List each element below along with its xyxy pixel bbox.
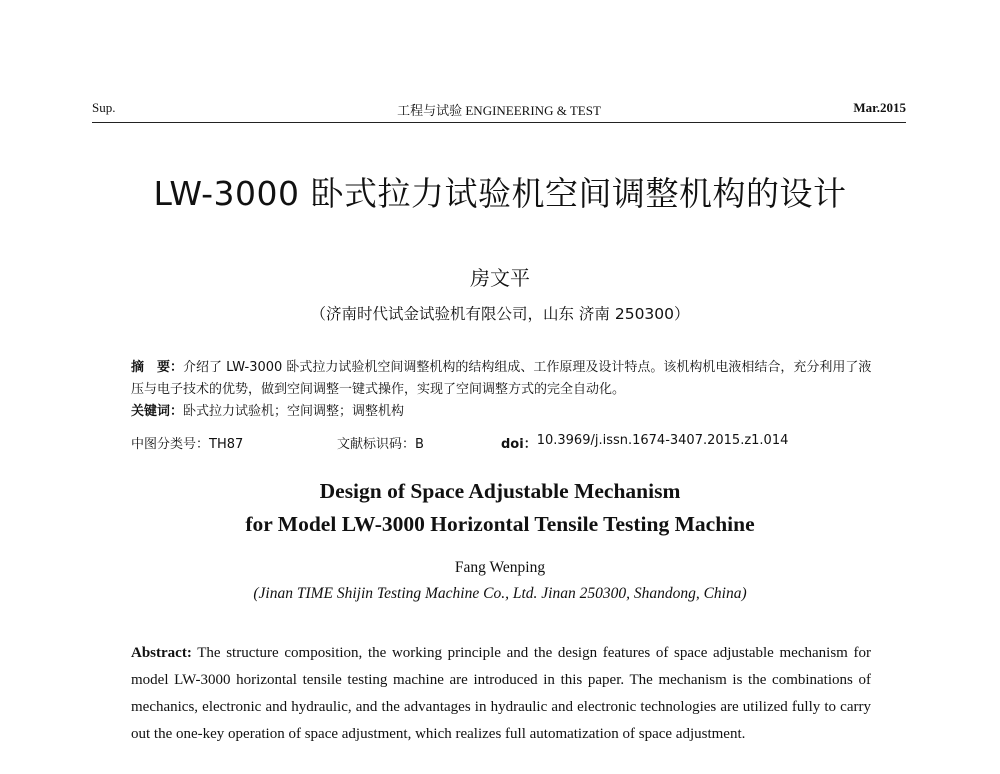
running-header bbox=[92, 98, 906, 123]
chinese-title: LW-3000 卧式拉力试验机空间调整机构的设计 bbox=[153, 174, 847, 213]
english-title-line-2: for Model LW-3000 Horizontal Tensile Testing Machine bbox=[245, 512, 755, 536]
english-abstract-text: The structure composition, the working principle and the design features of space adjustable mechanism for model LW-3000 horizontal tensile testing machine are introduced in this paper. The mechanism is the combinations of mechanics, electronic and hydraulic, and the advantages in hydraulic and electronic technologies are utilized fully to carry out the one-key operation of space adjustment, which realizes full automatization of space adjustment. bbox=[131, 645, 871, 742]
doi bbox=[501, 433, 789, 452]
english-affiliation: (Jinan TIME Shijin Testing Machine Co., Ltd. Jinan 250300, Shandong, China) bbox=[253, 585, 747, 602]
chinese-abstract-text: 介绍了 LW-3000 卧式拉力试验机空间调整机构的结构组成、工作原理及设计特点。该机构机电液相结合，充分利用了液压与电子技术的优势，做到空间调整一键式操作，实现了空间调整方式的完全自动化。 bbox=[131, 360, 872, 397]
clc-number: 中图分类号：TH87 bbox=[131, 437, 244, 452]
chinese-abstract-label: 摘 要： bbox=[131, 360, 184, 375]
english-abstract bbox=[131, 640, 871, 748]
chinese-abstract-block bbox=[131, 357, 875, 423]
chinese-keywords-label: 关键词： bbox=[131, 404, 184, 419]
english-author: Fang Wenping bbox=[454, 559, 546, 576]
supplement-label: Sup. bbox=[92, 100, 116, 115]
english-abstract-label: Abstract: bbox=[131, 645, 192, 661]
journal-name: 工程与试验 ENGINEERING & TEST bbox=[397, 103, 601, 118]
document-code: 文献标识码：B bbox=[337, 437, 424, 452]
chinese-keywords-text: 卧式拉力试验机；空间调整；调整机构 bbox=[183, 404, 405, 419]
english-title bbox=[0, 475, 1000, 541]
chinese-keywords bbox=[131, 401, 875, 423]
chinese-affiliation: （济南时代试金试验机有限公司，山东 济南 250300） bbox=[310, 305, 690, 323]
doi-label: doi： bbox=[501, 437, 537, 452]
issue-date: Mar.2015 bbox=[853, 100, 906, 115]
chinese-author: 房文平 bbox=[470, 266, 530, 290]
doi-value: 10.3969/j.issn.1674-3407.2015.z1.014 bbox=[536, 433, 789, 448]
english-title-line-1: Design of Space Adjustable Mechanism bbox=[319, 479, 681, 503]
chinese-abstract bbox=[131, 357, 875, 401]
